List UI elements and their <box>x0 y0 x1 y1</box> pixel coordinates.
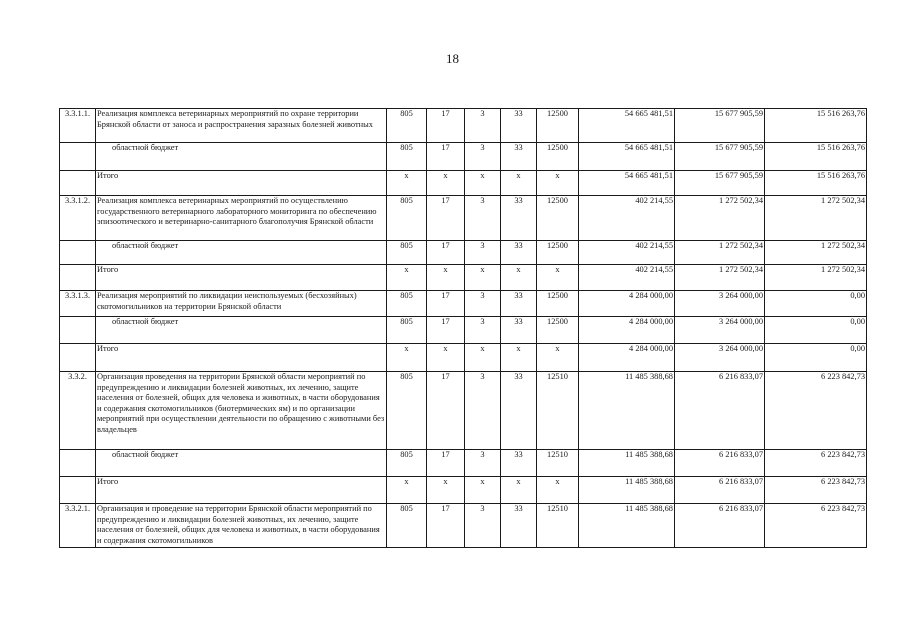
cell-pr: х <box>465 477 501 504</box>
cell-rz: х <box>427 344 465 372</box>
cell-pr: х <box>465 171 501 196</box>
table-row <box>60 477 867 504</box>
cell-year1: 4 284 000,00 <box>579 317 675 344</box>
page-number: 18 <box>446 51 459 66</box>
cell-year3: 1 272 502,34 <box>765 241 867 265</box>
cell-grbs: 805 <box>387 291 427 317</box>
cell-cs: 33 <box>501 109 537 143</box>
cell-year2: 6 216 833,07 <box>675 477 765 504</box>
cell-rz: 17 <box>427 317 465 344</box>
cell-pr: 3 <box>465 109 501 143</box>
cell-year1: 4 284 000,00 <box>579 344 675 372</box>
cell-vr: 12510 <box>537 504 579 548</box>
cell-pr: 3 <box>465 450 501 477</box>
cell-year3: 15 516 263,76 <box>765 171 867 196</box>
cell-cs: 33 <box>501 372 537 450</box>
row-code: 3.3.2. <box>60 372 96 450</box>
cell-grbs: 805 <box>387 504 427 548</box>
row-code <box>60 241 96 265</box>
cell-rz: 17 <box>427 143 465 171</box>
budget-table <box>59 108 867 548</box>
cell-year3: 15 516 263,76 <box>765 109 867 143</box>
table-row <box>60 241 867 265</box>
table-row <box>60 344 867 372</box>
cell-year1: 402 214,55 <box>579 196 675 241</box>
cell-pr: 3 <box>465 317 501 344</box>
cell-pr: 3 <box>465 291 501 317</box>
row-name: областной бюджет <box>96 241 387 265</box>
cell-year2: 3 264 000,00 <box>675 344 765 372</box>
cell-pr: 3 <box>465 196 501 241</box>
cell-year3: 6 223 842,73 <box>765 372 867 450</box>
table-row <box>60 291 867 317</box>
row-name: Реализация комплекса ветеринарных мероприятий по охране территории Брянской области от заноса и распространения заразных болезней животных <box>96 109 387 143</box>
cell-vr: 12500 <box>537 143 579 171</box>
cell-rz: 17 <box>427 291 465 317</box>
cell-year1: 54 665 481,51 <box>579 171 675 196</box>
row-code <box>60 143 96 171</box>
cell-grbs: х <box>387 171 427 196</box>
cell-year2: 3 264 000,00 <box>675 291 765 317</box>
row-code: 3.3.1.1. <box>60 109 96 143</box>
cell-year3: 1 272 502,34 <box>765 196 867 241</box>
cell-year3: 6 223 842,73 <box>765 504 867 548</box>
cell-grbs: 805 <box>387 143 427 171</box>
cell-vr: 12500 <box>537 317 579 344</box>
cell-cs: 33 <box>501 196 537 241</box>
cell-year2: 6 216 833,07 <box>675 450 765 477</box>
row-name: Итого <box>96 344 387 372</box>
cell-cs: х <box>501 265 537 291</box>
cell-pr: 3 <box>465 241 501 265</box>
table-row <box>60 265 867 291</box>
cell-cs: 33 <box>501 317 537 344</box>
cell-grbs: 805 <box>387 196 427 241</box>
cell-pr: х <box>465 344 501 372</box>
cell-year3: 0,00 <box>765 291 867 317</box>
table-row <box>60 143 867 171</box>
cell-year1: 402 214,55 <box>579 241 675 265</box>
cell-rz: 17 <box>427 109 465 143</box>
row-name: Реализация мероприятий по ликвидации неиспользуемых (бесхозяйных) скотомогильников на территории Брянской области <box>96 291 387 317</box>
cell-cs: х <box>501 477 537 504</box>
cell-rz: 17 <box>427 504 465 548</box>
cell-year3: 6 223 842,73 <box>765 477 867 504</box>
cell-year2: 3 264 000,00 <box>675 317 765 344</box>
cell-vr: х <box>537 265 579 291</box>
cell-year2: 15 677 905,59 <box>675 143 765 171</box>
cell-cs: 33 <box>501 143 537 171</box>
cell-year1: 11 485 388,68 <box>579 372 675 450</box>
cell-vr: 12510 <box>537 450 579 477</box>
row-name: областной бюджет <box>96 317 387 344</box>
cell-year1: 54 665 481,51 <box>579 109 675 143</box>
row-name: Итого <box>96 265 387 291</box>
cell-rz: х <box>427 171 465 196</box>
cell-vr: х <box>537 477 579 504</box>
cell-vr: 12500 <box>537 109 579 143</box>
cell-year3: 6 223 842,73 <box>765 450 867 477</box>
row-name: Реализация комплекса ветеринарных мероприятий по осуществлению государственного ветеринарного лабораторного мониторинга по обеспечению эпизоотического и ветеринарно-санитарного благополучия Брянской области <box>96 196 387 241</box>
cell-cs: 33 <box>501 450 537 477</box>
table-row <box>60 504 867 548</box>
cell-year1: 11 485 388,68 <box>579 477 675 504</box>
cell-cs: х <box>501 171 537 196</box>
cell-year2: 15 677 905,59 <box>675 171 765 196</box>
cell-year3: 0,00 <box>765 317 867 344</box>
row-name: областной бюджет <box>96 143 387 171</box>
row-code <box>60 265 96 291</box>
table-row <box>60 196 867 241</box>
cell-year2: 1 272 502,34 <box>675 196 765 241</box>
row-code <box>60 317 96 344</box>
cell-vr: 12500 <box>537 241 579 265</box>
cell-cs: 33 <box>501 291 537 317</box>
cell-grbs: х <box>387 265 427 291</box>
row-code <box>60 171 96 196</box>
cell-rz: 17 <box>427 241 465 265</box>
cell-vr: 12510 <box>537 372 579 450</box>
table-row <box>60 372 867 450</box>
cell-grbs: 805 <box>387 109 427 143</box>
row-code <box>60 344 96 372</box>
cell-grbs: 805 <box>387 450 427 477</box>
cell-vr: х <box>537 344 579 372</box>
cell-rz: 17 <box>427 372 465 450</box>
table-row <box>60 109 867 143</box>
row-code: 3.3.1.2. <box>60 196 96 241</box>
cell-pr: 3 <box>465 143 501 171</box>
cell-year1: 4 284 000,00 <box>579 291 675 317</box>
cell-rz: х <box>427 265 465 291</box>
cell-grbs: 805 <box>387 241 427 265</box>
row-code: 3.3.2.1. <box>60 504 96 548</box>
cell-year1: 11 485 388,68 <box>579 450 675 477</box>
cell-year2: 1 272 502,34 <box>675 265 765 291</box>
row-code <box>60 450 96 477</box>
cell-vr: х <box>537 171 579 196</box>
cell-grbs: х <box>387 477 427 504</box>
cell-vr: 12500 <box>537 291 579 317</box>
cell-year3: 1 272 502,34 <box>765 265 867 291</box>
cell-year1: 11 485 388,68 <box>579 504 675 548</box>
cell-pr: х <box>465 265 501 291</box>
cell-year1: 402 214,55 <box>579 265 675 291</box>
cell-year2: 6 216 833,07 <box>675 372 765 450</box>
cell-year2: 1 272 502,34 <box>675 241 765 265</box>
row-code <box>60 477 96 504</box>
cell-grbs: х <box>387 344 427 372</box>
cell-rz: х <box>427 477 465 504</box>
cell-grbs: 805 <box>387 317 427 344</box>
cell-vr: 12500 <box>537 196 579 241</box>
cell-year3: 0,00 <box>765 344 867 372</box>
row-name: Организация и проведение на территории Брянской области мероприятий по предупреждению и ликвидации болезней животных, их лечению, защите населения от болезней, общих для человека и животных, в части оборудования и содержания скотомогильников <box>96 504 387 548</box>
cell-grbs: 805 <box>387 372 427 450</box>
cell-cs: 33 <box>501 241 537 265</box>
cell-year2: 15 677 905,59 <box>675 109 765 143</box>
row-name: областной бюджет <box>96 450 387 477</box>
cell-rz: 17 <box>427 450 465 477</box>
cell-year3: 15 516 263,76 <box>765 143 867 171</box>
row-name: Организация проведения на территории Брянской области мероприятий по предупреждению и ликвидации болезней животных, их лечению, защите населения от болезней, общих для человека и животных, в части оборудования и содержания скотомогильников (биотермических ям) и по организации мероприятий при осуществлении деятельности по обращению с животными без владельцев <box>96 372 387 450</box>
table-row <box>60 450 867 477</box>
cell-cs: х <box>501 344 537 372</box>
cell-cs: 33 <box>501 504 537 548</box>
row-name: Итого <box>96 171 387 196</box>
table-row <box>60 171 867 196</box>
row-code: 3.3.1.3. <box>60 291 96 317</box>
row-name: Итого <box>96 477 387 504</box>
cell-pr: 3 <box>465 504 501 548</box>
cell-year2: 6 216 833,07 <box>675 504 765 548</box>
table-row <box>60 317 867 344</box>
cell-rz: 17 <box>427 196 465 241</box>
cell-pr: 3 <box>465 372 501 450</box>
cell-year1: 54 665 481,51 <box>579 143 675 171</box>
